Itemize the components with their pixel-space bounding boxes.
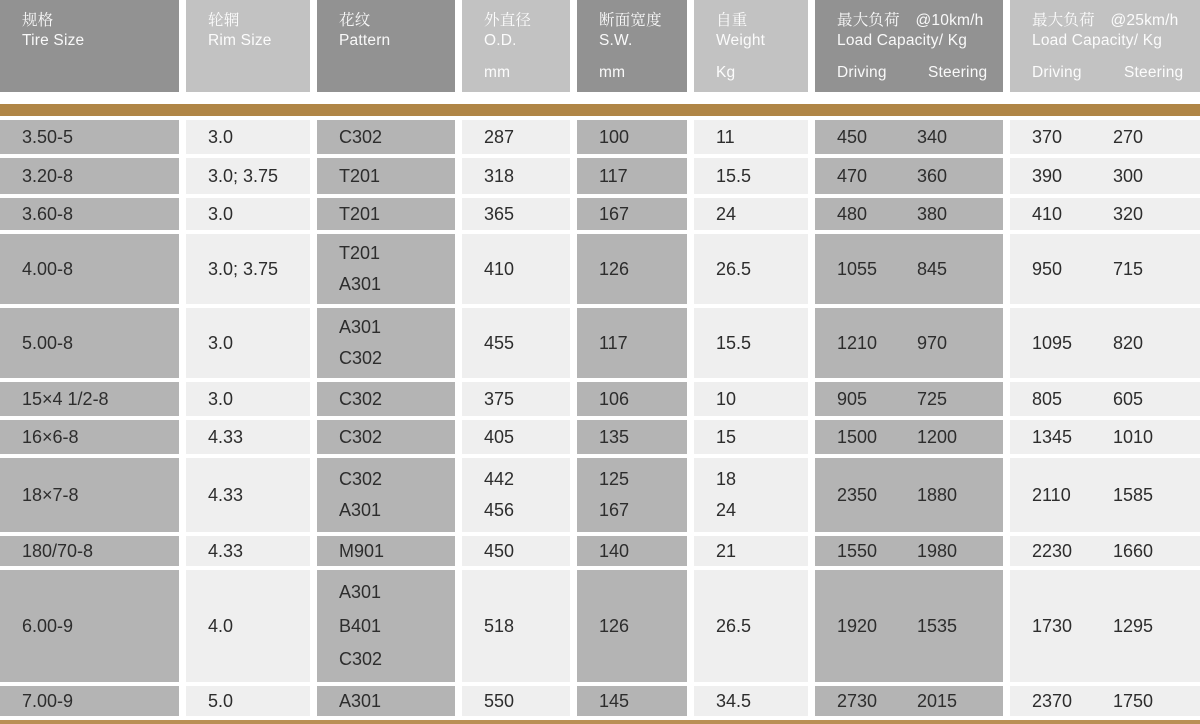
cell-pattern xyxy=(317,458,455,532)
value: 375 xyxy=(484,388,515,409)
value: 405 xyxy=(484,426,515,447)
steering-value: 2015 xyxy=(917,690,958,711)
value: 6.00-9 xyxy=(22,615,74,636)
header-text-block xyxy=(599,11,687,51)
value: 15 xyxy=(716,426,737,447)
value: 18 xyxy=(716,468,737,489)
steering-value: 1980 xyxy=(917,540,958,561)
header-weight xyxy=(694,0,808,92)
steering-value: 845 xyxy=(917,258,948,279)
header-text-block xyxy=(716,11,808,51)
cell-load-10kmh xyxy=(815,458,1003,532)
cell-pattern xyxy=(317,570,455,682)
cell-load-25kmh xyxy=(1010,536,1200,566)
driving-value: 2730 xyxy=(837,690,878,711)
cell-sw xyxy=(577,158,687,194)
driving-value: 480 xyxy=(837,203,868,224)
value: A301 xyxy=(339,582,382,603)
header-label-en: Rim Size xyxy=(208,32,272,49)
cell-load-10kmh xyxy=(815,158,1003,194)
table-row xyxy=(0,420,1200,454)
header-text-block xyxy=(339,11,455,51)
cell-load-25kmh xyxy=(1010,308,1200,378)
steering-value: 1750 xyxy=(1113,690,1154,711)
header-body-gap xyxy=(0,92,1200,104)
header-label-en: Tire Size xyxy=(22,32,85,49)
value: 518 xyxy=(484,615,515,636)
table-row xyxy=(0,570,1200,682)
header-rim-size xyxy=(186,0,310,92)
value: 5.00-8 xyxy=(22,332,74,353)
cell-tire-size xyxy=(0,686,179,716)
value: M901 xyxy=(339,540,385,561)
cell-load-10kmh xyxy=(815,420,1003,454)
cell-pattern xyxy=(317,234,455,304)
value: 550 xyxy=(484,690,515,711)
steering-value: 1880 xyxy=(917,484,958,505)
cell-sw xyxy=(577,234,687,304)
value: 106 xyxy=(599,388,630,409)
cell-rim-size xyxy=(186,382,310,416)
cell-weight xyxy=(694,120,808,154)
cell-tire-size xyxy=(0,382,179,416)
header-unit: mm xyxy=(484,64,511,81)
value: 3.0 xyxy=(208,388,234,409)
driving-value: 2350 xyxy=(837,484,878,505)
value: C302 xyxy=(339,347,383,368)
value: 410 xyxy=(484,258,515,279)
steering-value: 1660 xyxy=(1113,540,1154,561)
value: 26.5 xyxy=(716,615,752,636)
driving-value: 2110 xyxy=(1032,484,1071,505)
header-text-block xyxy=(1032,11,1200,51)
cell-pattern xyxy=(317,158,455,194)
value: 117 xyxy=(599,165,628,186)
steering-value: 1585 xyxy=(1113,484,1154,505)
header-label-en: Load Capacity/ Kg xyxy=(1032,32,1163,49)
cell-sw xyxy=(577,198,687,230)
cell-weight xyxy=(694,158,808,194)
cell-load-10kmh xyxy=(815,686,1003,716)
steering-value: 1535 xyxy=(917,615,958,636)
cell-pattern xyxy=(317,536,455,566)
header-unit: mm xyxy=(599,64,626,81)
cell-od xyxy=(462,420,570,454)
value: A301 xyxy=(339,273,382,294)
header-unit: Kg xyxy=(716,64,736,81)
cell-weight xyxy=(694,234,808,304)
driving-value: 905 xyxy=(837,388,868,409)
steering-value: 270 xyxy=(1113,126,1144,147)
header-sw xyxy=(577,0,687,92)
steering-value: 320 xyxy=(1113,203,1144,224)
cell-pattern xyxy=(317,420,455,454)
gold-accent-bar-bottom xyxy=(0,720,1200,724)
cell-rim-size xyxy=(186,420,310,454)
cell-tire-size xyxy=(0,420,179,454)
value: C302 xyxy=(339,648,383,669)
cell-load-10kmh xyxy=(815,120,1003,154)
cell-weight xyxy=(694,570,808,682)
header-load-10kmh xyxy=(815,0,1003,92)
cell-weight xyxy=(694,536,808,566)
steering-value: 1200 xyxy=(917,426,958,447)
value: 18×7-8 xyxy=(22,484,79,505)
value: 15.5 xyxy=(716,165,752,186)
value: 100 xyxy=(599,126,630,147)
header-subcolumns xyxy=(837,63,1003,83)
header-driving: Driving xyxy=(837,64,887,81)
value: 3.20-8 xyxy=(22,165,74,186)
table-row xyxy=(0,120,1200,154)
cell-load-25kmh xyxy=(1010,120,1200,154)
table-row xyxy=(0,536,1200,566)
value: 21 xyxy=(716,540,737,561)
driving-value: 1055 xyxy=(837,258,878,279)
value: 7.00-9 xyxy=(22,690,74,711)
value: 34.5 xyxy=(716,690,752,711)
cell-load-10kmh xyxy=(815,570,1003,682)
cell-od xyxy=(462,234,570,304)
value: C302 xyxy=(339,388,383,409)
value: 318 xyxy=(484,165,515,186)
cell-od xyxy=(462,570,570,682)
cell-weight xyxy=(694,458,808,532)
steering-value: 380 xyxy=(917,203,948,224)
value: T201 xyxy=(339,203,381,224)
value: T201 xyxy=(339,243,381,264)
value: 287 xyxy=(484,126,515,147)
cell-rim-size xyxy=(186,686,310,716)
value: 4.33 xyxy=(208,426,244,447)
cell-pattern xyxy=(317,382,455,416)
header-pattern xyxy=(317,0,455,92)
driving-value: 1095 xyxy=(1032,332,1073,353)
value: 4.00-8 xyxy=(22,258,74,279)
driving-value: 390 xyxy=(1032,165,1063,186)
value: 3.0 xyxy=(208,203,234,224)
value: 4.0 xyxy=(208,615,234,636)
steering-value: 820 xyxy=(1113,332,1144,353)
cell-load-25kmh xyxy=(1010,198,1200,230)
cell-tire-size xyxy=(0,158,179,194)
cell-tire-size xyxy=(0,308,179,378)
value: C302 xyxy=(339,126,383,147)
driving-value: 1500 xyxy=(837,426,878,447)
value: 450 xyxy=(484,540,515,561)
steering-value: 360 xyxy=(917,165,948,186)
cell-tire-size xyxy=(0,234,179,304)
header-label-en: Pattern xyxy=(339,32,391,49)
cell-tire-size xyxy=(0,536,179,566)
cell-weight xyxy=(694,198,808,230)
gold-accent-bar-top xyxy=(0,104,1200,116)
value: 126 xyxy=(599,258,630,279)
value: 16×6-8 xyxy=(22,426,79,447)
header-label-zh: 最大负荷 @25km/h xyxy=(1032,12,1179,29)
value: 117 xyxy=(599,332,628,353)
value: T201 xyxy=(339,165,381,186)
value: 126 xyxy=(599,615,630,636)
cell-load-10kmh xyxy=(815,536,1003,566)
value: 125 xyxy=(599,468,630,489)
header-text-block xyxy=(208,11,310,51)
header-label-zh: 最大负荷 @10km/h xyxy=(837,12,984,29)
cell-rim-size xyxy=(186,198,310,230)
table-row xyxy=(0,158,1200,194)
cell-load-25kmh xyxy=(1010,570,1200,682)
driving-value: 2230 xyxy=(1032,540,1073,561)
value: 3.0; 3.75 xyxy=(208,165,279,186)
cell-pattern xyxy=(317,308,455,378)
driving-value: 1345 xyxy=(1032,426,1073,447)
header-od xyxy=(462,0,570,92)
driving-value: 470 xyxy=(837,165,868,186)
table-header xyxy=(0,0,1200,92)
value: A301 xyxy=(339,500,382,521)
cell-load-10kmh xyxy=(815,382,1003,416)
cell-tire-size xyxy=(0,570,179,682)
driving-value: 370 xyxy=(1032,126,1063,147)
cell-pattern xyxy=(317,686,455,716)
driving-value: 1210 xyxy=(837,332,878,353)
steering-value: 970 xyxy=(917,332,948,353)
steering-value: 340 xyxy=(917,126,948,147)
cell-load-25kmh xyxy=(1010,234,1200,304)
header-label-zh: 外直径 xyxy=(484,12,532,29)
cell-od xyxy=(462,158,570,194)
header-label-zh: 规格 xyxy=(22,12,54,29)
value: 24 xyxy=(716,203,737,224)
steering-value: 605 xyxy=(1113,388,1144,409)
cell-sw xyxy=(577,382,687,416)
cell-tire-size xyxy=(0,198,179,230)
value: 4.33 xyxy=(208,540,244,561)
cell-load-10kmh xyxy=(815,198,1003,230)
cell-weight xyxy=(694,308,808,378)
cell-sw xyxy=(577,420,687,454)
steering-value: 1010 xyxy=(1113,426,1154,447)
cell-load-25kmh xyxy=(1010,686,1200,716)
value: 3.0 xyxy=(208,332,234,353)
value: 167 xyxy=(599,500,630,521)
cell-pattern xyxy=(317,198,455,230)
cell-weight xyxy=(694,382,808,416)
cell-load-25kmh xyxy=(1010,382,1200,416)
cell-rim-size xyxy=(186,570,310,682)
table-row xyxy=(0,382,1200,416)
driving-value: 1550 xyxy=(837,540,878,561)
value: 4.33 xyxy=(208,484,244,505)
value: C302 xyxy=(339,468,383,489)
driving-value: 450 xyxy=(837,126,868,147)
value: 3.50-5 xyxy=(22,126,74,147)
cell-od xyxy=(462,120,570,154)
header-label-en: O.D. xyxy=(484,32,517,49)
steering-value: 1295 xyxy=(1113,615,1154,636)
cell-rim-size xyxy=(186,308,310,378)
driving-value: 2370 xyxy=(1032,690,1073,711)
cell-sw xyxy=(577,570,687,682)
cell-rim-size xyxy=(186,536,310,566)
header-text-block xyxy=(22,11,179,51)
table-row xyxy=(0,198,1200,230)
header-subcolumns xyxy=(1032,63,1200,83)
cell-sw xyxy=(577,686,687,716)
header-steering: Steering xyxy=(928,64,988,81)
value: 442 xyxy=(484,468,515,489)
cell-sw xyxy=(577,458,687,532)
table-row xyxy=(0,458,1200,532)
cell-od xyxy=(462,686,570,716)
header-text-block xyxy=(484,11,570,51)
value: 3.0; 3.75 xyxy=(208,258,279,279)
cell-load-25kmh xyxy=(1010,158,1200,194)
header-label-en: Weight xyxy=(716,32,766,49)
steering-value: 300 xyxy=(1113,165,1144,186)
value: 26.5 xyxy=(716,258,752,279)
header-driving: Driving xyxy=(1032,64,1082,81)
header-label-zh: 花纹 xyxy=(339,12,371,29)
cell-od xyxy=(462,198,570,230)
cell-pattern xyxy=(317,120,455,154)
header-tire-size xyxy=(0,0,179,92)
value: 10 xyxy=(716,388,737,409)
value: C302 xyxy=(339,426,383,447)
cell-sw xyxy=(577,536,687,566)
cell-weight xyxy=(694,686,808,716)
value: 5.0 xyxy=(208,690,234,711)
table-row xyxy=(0,308,1200,378)
header-steering: Steering xyxy=(1124,64,1184,81)
value: 140 xyxy=(599,540,630,561)
cell-weight xyxy=(694,420,808,454)
steering-value: 715 xyxy=(1113,258,1144,279)
cell-load-25kmh xyxy=(1010,458,1200,532)
cell-od xyxy=(462,382,570,416)
value: 24 xyxy=(716,500,737,521)
value: B401 xyxy=(339,615,382,636)
cell-rim-size xyxy=(186,234,310,304)
cell-tire-size xyxy=(0,120,179,154)
value: A301 xyxy=(339,317,382,338)
header-label-en: Load Capacity/ Kg xyxy=(837,32,968,49)
header-label-zh: 断面宽度 xyxy=(599,12,662,29)
header-label-zh: 轮辋 xyxy=(208,12,240,29)
cell-sw xyxy=(577,308,687,378)
value: 145 xyxy=(599,690,630,711)
cell-sw xyxy=(577,120,687,154)
header-label-en: S.W. xyxy=(599,32,633,49)
header-load-25kmh xyxy=(1010,0,1200,92)
header-label-zh: 自重 xyxy=(716,12,748,29)
driving-value: 805 xyxy=(1032,388,1063,409)
value: 455 xyxy=(484,332,515,353)
table-row xyxy=(0,234,1200,304)
value: 11 xyxy=(716,126,735,147)
table-row xyxy=(0,686,1200,716)
cell-load-10kmh xyxy=(815,234,1003,304)
cell-tire-size xyxy=(0,458,179,532)
cell-od xyxy=(462,458,570,532)
cell-rim-size xyxy=(186,158,310,194)
value: 180/70-8 xyxy=(22,540,94,561)
value: 15.5 xyxy=(716,332,752,353)
value: 456 xyxy=(484,500,515,521)
driving-value: 1730 xyxy=(1032,615,1073,636)
value: A301 xyxy=(339,690,382,711)
cell-od xyxy=(462,536,570,566)
cell-load-10kmh xyxy=(815,308,1003,378)
value: 167 xyxy=(599,203,630,224)
cell-rim-size xyxy=(186,120,310,154)
cell-load-25kmh xyxy=(1010,420,1200,454)
cell-rim-size xyxy=(186,458,310,532)
value: 15×4 1/2-8 xyxy=(22,388,109,409)
driving-value: 1920 xyxy=(837,615,878,636)
value: 3.60-8 xyxy=(22,203,74,224)
value: 135 xyxy=(599,426,630,447)
driving-value: 950 xyxy=(1032,258,1063,279)
value: 365 xyxy=(484,203,515,224)
steering-value: 725 xyxy=(917,388,948,409)
driving-value: 410 xyxy=(1032,203,1063,224)
value: 3.0 xyxy=(208,126,234,147)
header-text-block xyxy=(837,11,1003,51)
cell-od xyxy=(462,308,570,378)
